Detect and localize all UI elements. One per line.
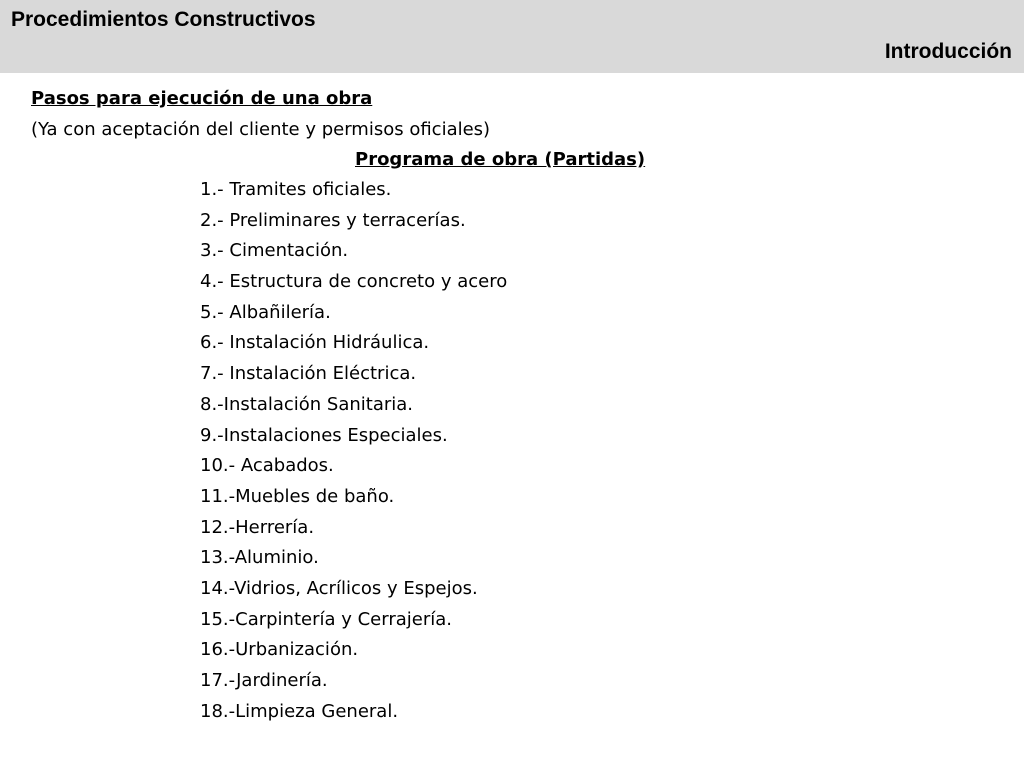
- list-item: 13.-Aluminio.: [200, 547, 319, 569]
- list-item: 16.-Urbanización.: [200, 639, 359, 661]
- step-list: [200, 178, 507, 730]
- list-item: 8.-Instalación Sanitaria.: [200, 393, 414, 415]
- slide-subtitle: Introducción: [884, 40, 1012, 63]
- slide-title: Procedimientos Constructivos: [11, 8, 316, 31]
- list-item: 15.-Carpintería y Cerrajería.: [200, 608, 452, 630]
- section-note: (Ya con aceptación del cliente y permisos oficiales): [31, 119, 491, 140]
- list-item: 6.- Instalación Hidráulica.: [200, 332, 430, 354]
- list-item: 11.-Muebles de baño.: [200, 485, 395, 507]
- header-band: [0, 0, 1024, 73]
- list-item: 2.- Preliminares y terracerías.: [200, 209, 466, 231]
- list-item: 1.- Tramites oficiales.: [200, 179, 392, 200]
- list-item: 10.- Acabados.: [200, 455, 334, 477]
- list-item: 14.-Vidrios, Acrílicos y Espejos.: [200, 577, 478, 599]
- section-heading: Pasos para ejecución de una obra: [31, 88, 373, 109]
- list-item: 18.-Limpieza General.: [200, 700, 399, 722]
- list-item: 17.-Jardinería.: [200, 670, 328, 691]
- list-item: 4.- Estructura de concreto y acero: [200, 271, 508, 293]
- list-item: 9.-Instalaciones Especiales.: [200, 424, 448, 446]
- list-item: 7.- Instalación Eléctrica.: [200, 363, 417, 385]
- program-title: Programa de obra (Partidas): [355, 149, 646, 170]
- list-item: 12.-Herrería.: [200, 516, 315, 538]
- list-item: 3.- Cimentación.: [200, 240, 349, 262]
- list-item: 5.- Albañilería.: [200, 301, 331, 323]
